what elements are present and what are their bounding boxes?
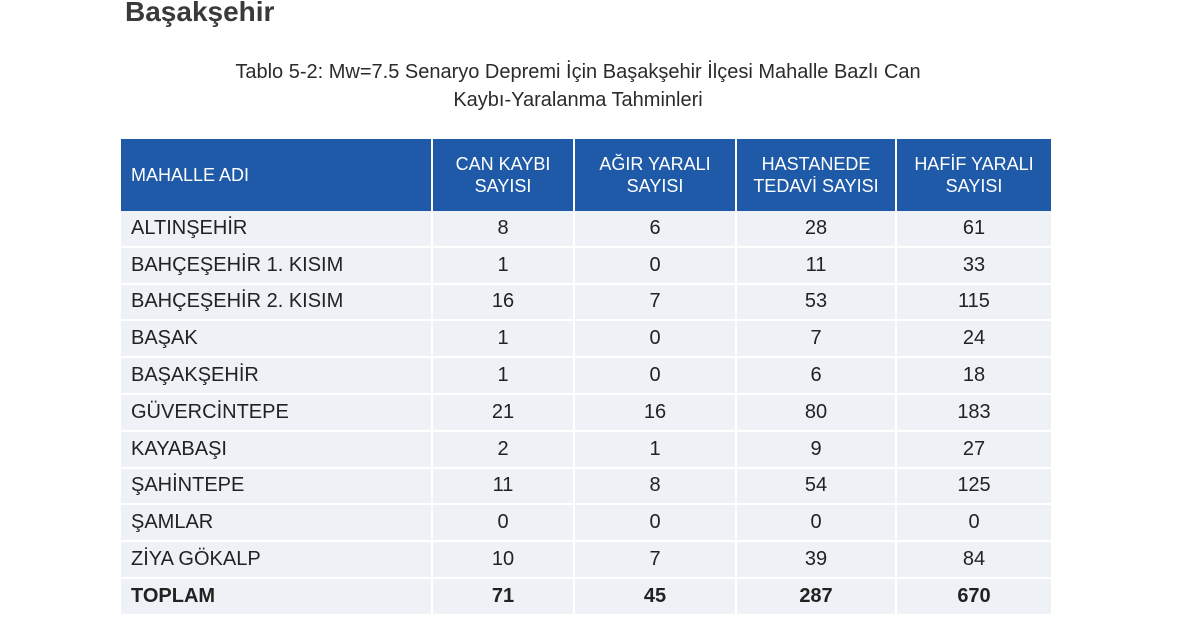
cell-mahalle: BAŞAK [121, 321, 433, 358]
cell-hastanede: 80 [737, 395, 897, 432]
table-row [121, 469, 1051, 506]
cell-can-kaybi: 10 [433, 542, 575, 579]
table-row [121, 358, 1051, 395]
cell-mahalle: BAŞAKŞEHİR [121, 358, 433, 395]
cell-agir-yarali: 0 [575, 505, 737, 542]
cell-hafif-yarali: 115 [897, 285, 1051, 322]
cell-hastanede: 11 [737, 248, 897, 285]
header-hastanede-tedavi [737, 139, 897, 211]
cell-mahalle: ŞAMLAR [121, 505, 433, 542]
cell-hastanede: 7 [737, 321, 897, 358]
cell-total-hafif-yarali: 670 [897, 579, 1051, 616]
page-heading: Başakşehir [125, 0, 275, 27]
cell-hastanede: 28 [737, 211, 897, 248]
cell-can-kaybi: 11 [433, 469, 575, 506]
cell-agir-yarali: 7 [575, 285, 737, 322]
header-hafif-yarali-line-2: SAYISI [945, 176, 1003, 196]
table-caption-line-2: Kaybı-Yaralanma Tahminleri [453, 89, 703, 111]
cell-mahalle: ZİYA GÖKALP [121, 542, 433, 579]
header-can-kaybi-line-1: CAN KAYBI [455, 154, 551, 174]
cell-mahalle: GÜVERCİNTEPE [121, 395, 433, 432]
cell-can-kaybi: 1 [433, 321, 575, 358]
header-can-kaybi-line-2: SAYISI [474, 176, 532, 196]
cell-hastanede: 9 [737, 432, 897, 469]
table-row [121, 542, 1051, 579]
cell-hastanede: 6 [737, 358, 897, 395]
header-mahalle-adi: MAHALLE ADI [121, 139, 433, 211]
table-total-row [121, 579, 1051, 616]
cell-hafif-yarali: 24 [897, 321, 1051, 358]
cell-mahalle: KAYABAŞI [121, 432, 433, 469]
cell-total-label: TOPLAM [121, 579, 433, 616]
cell-can-kaybi: 21 [433, 395, 575, 432]
cell-agir-yarali: 16 [575, 395, 737, 432]
header-hafif-yarali [897, 139, 1051, 211]
cell-mahalle: ALTINŞEHİR [121, 211, 433, 248]
cell-mahalle: ŞAHİNTEPE [121, 469, 433, 506]
table-row [121, 395, 1051, 432]
cell-agir-yarali: 7 [575, 542, 737, 579]
cell-can-kaybi: 0 [433, 505, 575, 542]
cell-can-kaybi: 16 [433, 285, 575, 322]
cell-hastanede: 53 [737, 285, 897, 322]
header-can-kaybi [433, 139, 575, 211]
table-row [121, 432, 1051, 469]
table-row [121, 505, 1051, 542]
cell-mahalle: BAHÇEŞEHİR 1. KISIM [121, 248, 433, 285]
cell-hastanede: 54 [737, 469, 897, 506]
cell-total-can-kaybi: 71 [433, 579, 575, 616]
cell-can-kaybi: 1 [433, 248, 575, 285]
table-row [121, 248, 1051, 285]
cell-can-kaybi: 1 [433, 358, 575, 395]
header-hastanede-line-2: TEDAVİ SAYISI [753, 176, 879, 196]
header-hafif-yarali-line-1: HAFİF YARALI [914, 154, 1034, 174]
cell-can-kaybi: 8 [433, 211, 575, 248]
table-caption [150, 58, 1006, 114]
header-agir-yarali-line-1: AĞIR YARALI [599, 154, 711, 174]
cell-hafif-yarali: 125 [897, 469, 1051, 506]
cell-hastanede: 39 [737, 542, 897, 579]
header-hastanede-line-1: HASTANEDE [761, 154, 871, 174]
table-row [121, 211, 1051, 248]
cell-hafif-yarali: 61 [897, 211, 1051, 248]
cell-total-hastanede: 287 [737, 579, 897, 616]
table-header-row [121, 139, 1051, 211]
table-row [121, 321, 1051, 358]
header-agir-yarali [575, 139, 737, 211]
table-row [121, 285, 1051, 322]
header-agir-yarali-line-2: SAYISI [626, 176, 684, 196]
cell-agir-yarali: 0 [575, 321, 737, 358]
cell-mahalle: BAHÇEŞEHİR 2. KISIM [121, 285, 433, 322]
cell-agir-yarali: 6 [575, 211, 737, 248]
cell-total-agir-yarali: 45 [575, 579, 737, 616]
cell-agir-yarali: 0 [575, 358, 737, 395]
casualty-table [121, 139, 1051, 616]
cell-can-kaybi: 2 [433, 432, 575, 469]
cell-hafif-yarali: 27 [897, 432, 1051, 469]
cell-hafif-yarali: 183 [897, 395, 1051, 432]
cell-agir-yarali: 1 [575, 432, 737, 469]
cell-agir-yarali: 0 [575, 248, 737, 285]
cell-hastanede: 0 [737, 505, 897, 542]
cell-agir-yarali: 8 [575, 469, 737, 506]
cell-hafif-yarali: 18 [897, 358, 1051, 395]
cell-hafif-yarali: 84 [897, 542, 1051, 579]
cell-hafif-yarali: 0 [897, 505, 1051, 542]
cell-hafif-yarali: 33 [897, 248, 1051, 285]
table-caption-line-1: Tablo 5-2: Mw=7.5 Senaryo Depremi İçin Başakşehir İlçesi Mahalle Bazlı Can [235, 61, 921, 83]
